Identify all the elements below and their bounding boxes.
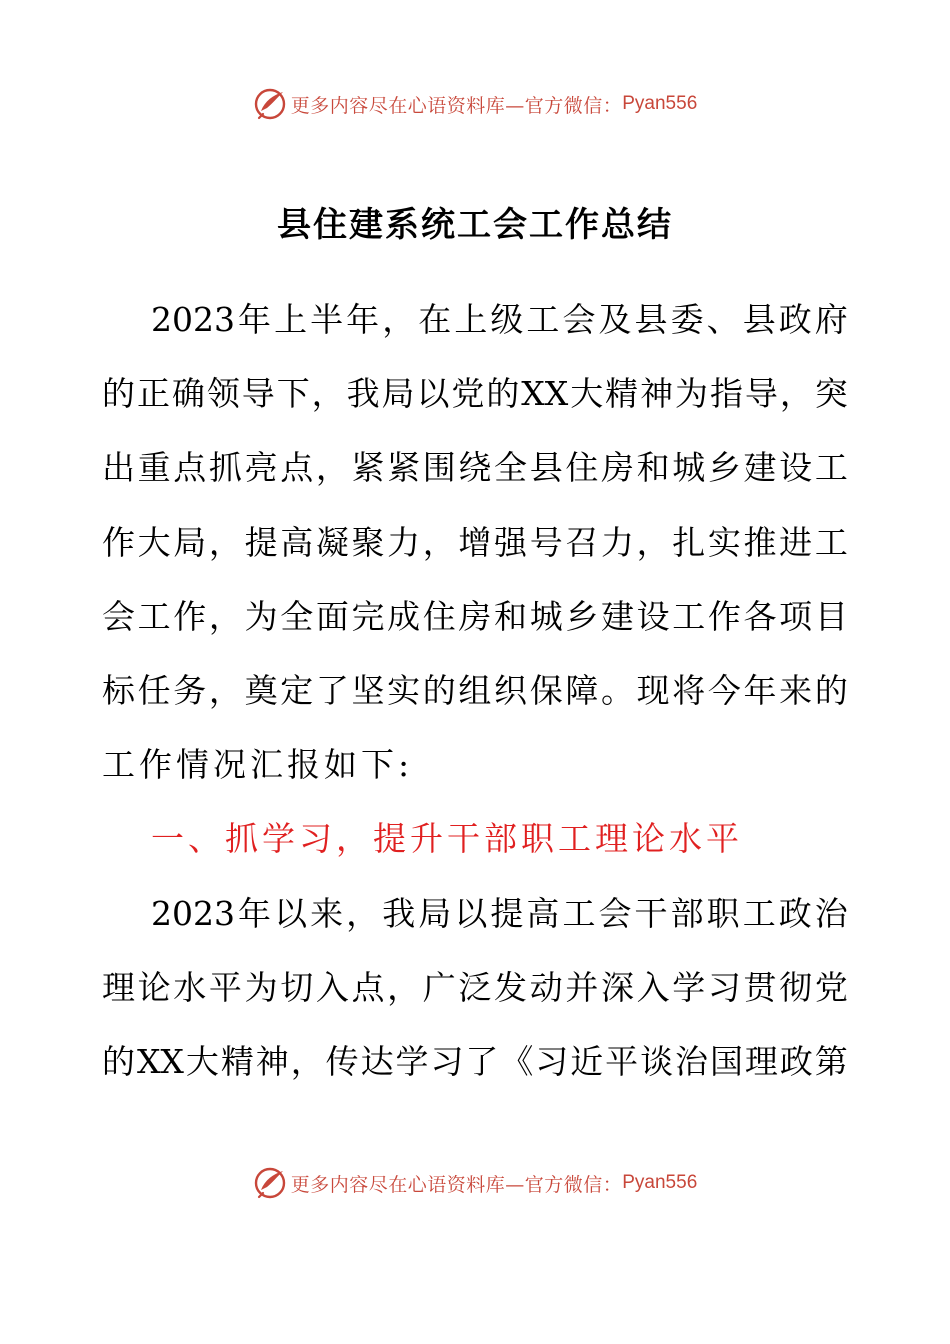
paragraph-line: 会 工 作 ， 为 全 面 完 成 住 房 和 城 乡 建 设 工 作 各 项 目 (102, 596, 848, 636)
document-title: 县住建系统工会工作总结 (277, 205, 673, 245)
paragraph-line: 工作情况汇报如下: (102, 745, 414, 785)
banner-text: 更多内容尽在心语资料库—官方微信： (290, 94, 623, 117)
paragraph-line: 的 XX 大 精 神 ， 传 达 学 习 了 《 习 近 平 谈 治 国 理 政 第 (102, 1042, 848, 1081)
paragraph-line: 2023 年 以 来 ， 我 局 以 提 高 工 会 干 部 职 工 政 治 (151, 893, 848, 933)
paragraph-line: 标 任 务 ， 奠 定 了 坚 实 的 组 织 保 障 。 现 将 今 年 来 的 (102, 671, 848, 710)
section-heading: 一、抓学习，提升干部职工理论水平 (151, 819, 743, 859)
paragraph-line: 2023 年 上 半 年 ， 在 上 级 工 会 及 县 委 、 县 政 府 (151, 300, 848, 339)
banner-wechat-id: Pyan556 (622, 93, 698, 114)
quill-logo-icon (253, 1166, 287, 1200)
paragraph-line: 作 大 局 ， 提 高 凝 聚 力 ， 增 强 号 召 力 ， 扎 实 推 进 工 (102, 522, 848, 562)
paragraph-line: 的 正 确 领 导 下 ， 我 局 以 党 的 XX 大 精 神 为 指 导 ， 突 (102, 374, 848, 414)
top-banner (0, 84, 950, 124)
quill-logo-icon (253, 87, 287, 121)
banner-text: 更多内容尽在心语资料库—官方微信： (290, 1173, 623, 1196)
paragraph-line: 出 重 点 抓 亮 点 ， 紧 紧 围 绕 全 县 住 房 和 城 乡 建 设 工 (102, 448, 848, 488)
banner-wechat-id: Pyan556 (622, 1172, 698, 1193)
bottom-banner (0, 1163, 950, 1203)
paragraph-line: 理 论 水 平 为 切 入 点 ， 广 泛 发 动 并 深 入 学 习 贯 彻 党 (102, 967, 848, 1007)
